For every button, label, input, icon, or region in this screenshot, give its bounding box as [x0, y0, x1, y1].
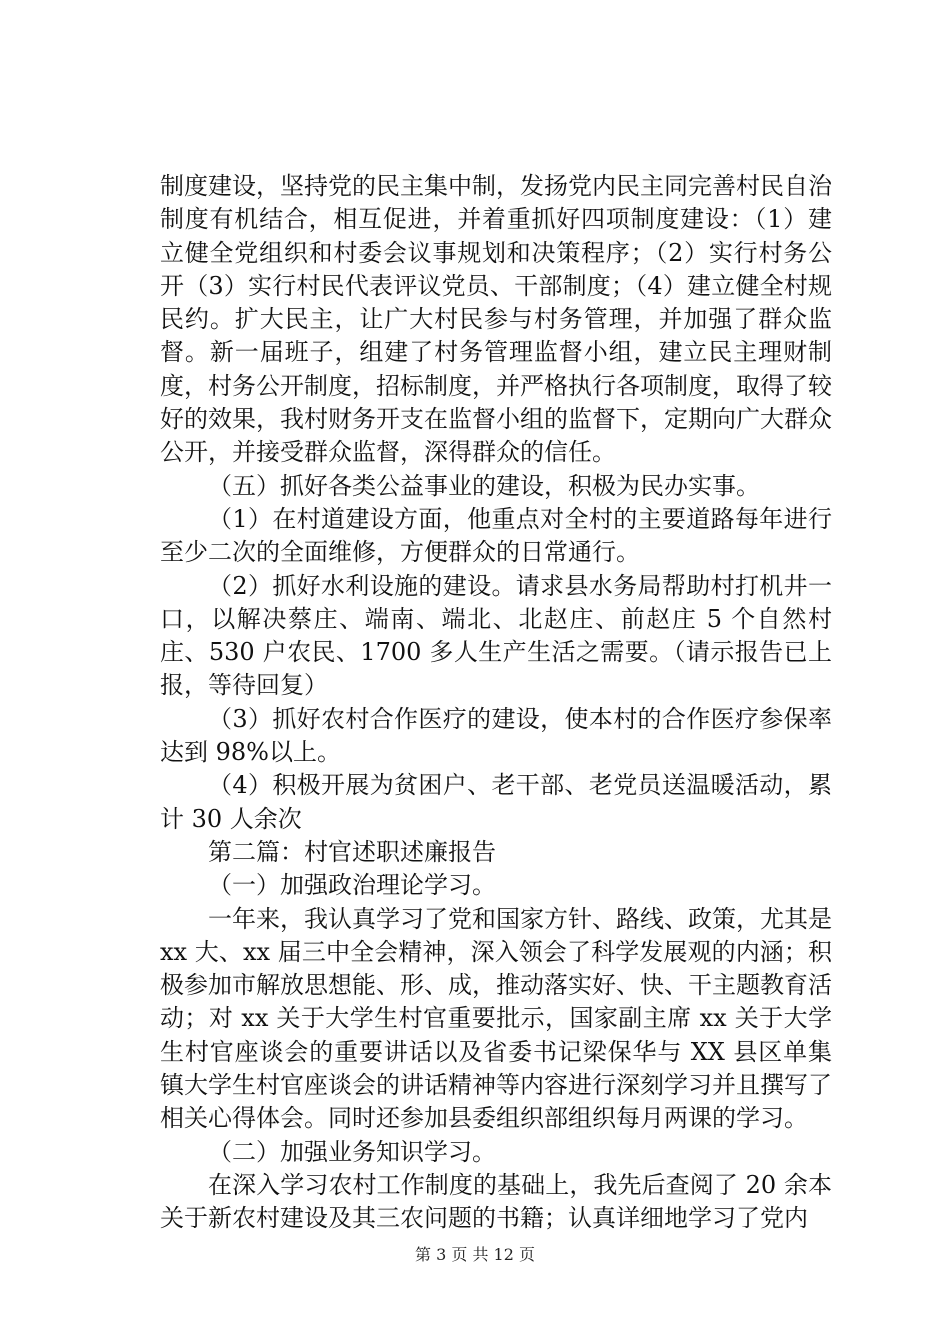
section-heading-public-welfare: （五）抓好各类公益事业的建设，积极为民办实事。 [208, 471, 760, 500]
paragraph-warmth-activity: （4）积极开展为贫困户、老干部、老党员送温暖活动，累计 30 人余次 [160, 771, 832, 833]
paragraph-road-construction: （1）在村道建设方面，他重点对全村的主要道路每年进行至少二次的全面维修，方便群众的日常通行。 [160, 504, 832, 567]
paragraph-political-study: 一年来，我认真学习了党和国家方针、路线、政策，尤其是 xx 大、xx 届三中全会精神，深入领会了科学发展观的内涵；积极参加市解放思想能、形、成，推动落实好、快、干主题教育活动；对 xx 关于大学生村官重要批示，国家副主席 xx 关于大学生村官座谈会的重要讲话以及省委书记梁保华与 XX 县区单集镇大学生村官座谈会的讲话精神等内容进行深刻学习并且撰写了相关心得体会。同时还参加县委组织部组织每月两课的学习。 [160, 904, 832, 1133]
section-heading-political-study: （一）加强政治理论学习。 [208, 871, 496, 900]
paragraph-business-study: 在深入学习农村工作制度的基础上，我先后查阅了 20 余本关于新农村建设及其三农问题的书籍；认真详细地学习了党内 [160, 1170, 832, 1233]
paragraph-system-building: 制度建设，坚持党的民主集中制，发扬党内民主同完善村民自治制度有机结合，相互促进，并着重抓好四项制度建设：（1）建立健全党组织和村委会议事规划和决策程序；（2）实行村务公开（3）实行村民代表评议党员、干部制度；（4）建立健全村规民约。扩大民主，让广大村民参与村务管理，并加强了群众监督。新一届班子，组建了村务管理监督小组，建立民主理财制度，村务公开制度，招标制度，并严格执行各项制度，取得了较好的效果，我村财务开支在监督小组的监督下，定期向广大群众公开，并接受群众监督，深得群众的信任。 [160, 172, 832, 467]
chapter-title-second: 第二篇：村官述职述廉报告 [208, 837, 496, 866]
paragraph-water-facilities: （2）抓好水利设施的建设。请求县水务局帮助村打机井一口，以解决蔡庄、端南、端北、北赵庄、前赵庄 5 个自然村庄、530 户农民、1700 多人生产生活之需要。（请示报告已上报，等待回复） [160, 571, 832, 700]
page-number-footer: 第 3 页 共 12 页 [415, 1245, 535, 1264]
paragraph-medical-cooperation: （3）抓好农村合作医疗的建设，使本村的合作医疗参保率达到 98%以上。 [160, 704, 832, 767]
section-heading-business-study: （二）加强业务知识学习。 [208, 1137, 496, 1166]
body-text [160, 170, 832, 1236]
